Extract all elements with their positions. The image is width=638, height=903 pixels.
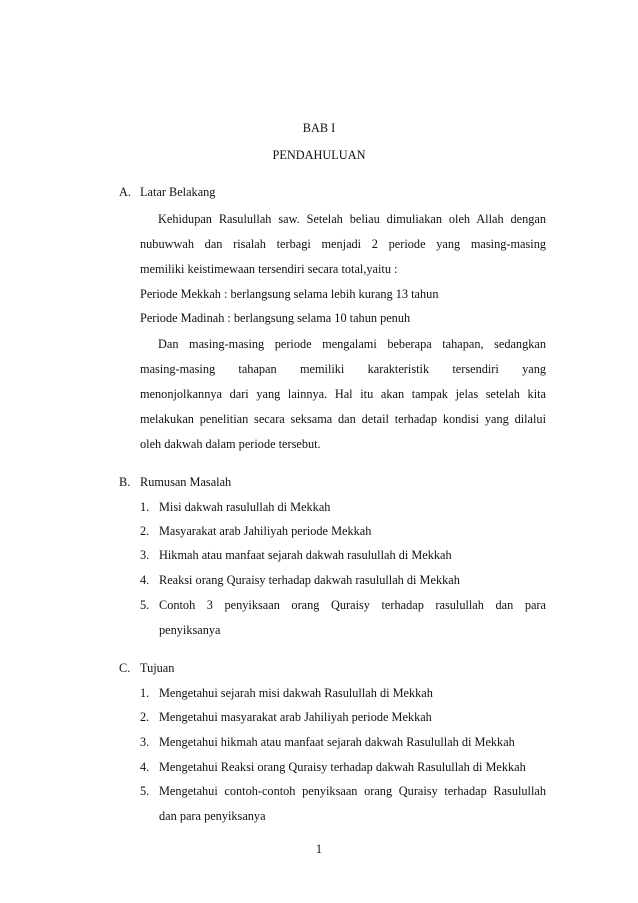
section-marker: C. xyxy=(119,661,131,675)
section-heading: Latar Belakang xyxy=(140,185,216,199)
list-number: 5. xyxy=(140,784,150,798)
list-item: Mengetahui contoh-contoh penyiksaan orang Quraisy terhadap Rasulullah xyxy=(159,784,546,798)
list-number: 2. xyxy=(140,710,150,724)
list-number: 1. xyxy=(140,686,150,700)
chapter-title: PENDAHULUAN xyxy=(272,148,366,162)
page-number: 1 xyxy=(315,842,323,856)
section-marker: A. xyxy=(119,185,131,199)
paragraph-line: memiliki keistimewaan tersendiri secara total,yaitu : xyxy=(140,262,398,276)
list-item: Masyarakat arab Jahiliyah periode Mekkah xyxy=(159,524,372,538)
list-item-continuation: dan para penyiksanya xyxy=(159,809,266,823)
list-number: 3. xyxy=(140,735,150,749)
paragraph-line: oleh dakwah dalam periode tersebut. xyxy=(140,437,321,451)
list-item: Reaksi orang Quraisy terhadap dakwah rasulullah di Mekkah xyxy=(159,573,460,587)
paragraph-line: menonjolkannya dari yang lainnya. Hal itu akan tampak jelas setelah kita xyxy=(140,387,546,401)
section-marker: B. xyxy=(119,475,131,489)
list-item: Mengetahui hikmah atau manfaat sejarah dakwah Rasulullah di Mekkah xyxy=(159,735,515,749)
list-item: Misi dakwah rasulullah di Mekkah xyxy=(159,500,331,514)
list-number: 5. xyxy=(140,598,150,612)
list-number: 4. xyxy=(140,573,150,587)
period-mekkah: Periode Mekkah : berlangsung selama lebih kurang 13 tahun xyxy=(140,287,439,301)
period-madinah: Periode Madinah : berlangsung selama 10 tahun penuh xyxy=(140,311,411,325)
list-number: 3. xyxy=(140,548,150,562)
paragraph-line: Kehidupan Rasulullah saw. Setelah beliau dimuliakan oleh Allah dengan xyxy=(158,212,546,226)
paragraph-line: melakukan penelitian secara seksama dan detail terhadap kondisi yang dilalui xyxy=(140,412,546,426)
list-item: Mengetahui masyarakat arab Jahiliyah periode Mekkah xyxy=(159,710,432,724)
list-item-continuation: penyiksanya xyxy=(159,623,221,637)
list-item: Mengetahui sejarah misi dakwah Rasulullah di Mekkah xyxy=(159,686,433,700)
list-number: 1. xyxy=(140,500,150,514)
list-item: Hikmah atau manfaat sejarah dakwah rasulullah di Mekkah xyxy=(159,548,452,562)
paragraph-line: Dan masing-masing periode mengalami beberapa tahapan, sedangkan xyxy=(158,337,546,351)
list-number: 4. xyxy=(140,760,150,774)
section-heading: Tujuan xyxy=(140,661,175,675)
list-item: Contoh 3 penyiksaan orang Quraisy terhadap rasulullah dan para xyxy=(159,598,546,612)
paragraph-line: nubuwwah dan risalah terbagi menjadi 2 periode yang masing-masing xyxy=(140,237,546,251)
chapter-number: BAB I xyxy=(302,121,336,135)
list-number: 2. xyxy=(140,524,150,538)
list-item: Mengetahui Reaksi orang Quraisy terhadap dakwah Rasulullah di Mekkah xyxy=(159,760,526,774)
section-heading: Rumusan Masalah xyxy=(140,475,232,489)
paragraph-line: masing-masing tahapan memiliki karakteristik tersendiri yang xyxy=(140,362,546,376)
